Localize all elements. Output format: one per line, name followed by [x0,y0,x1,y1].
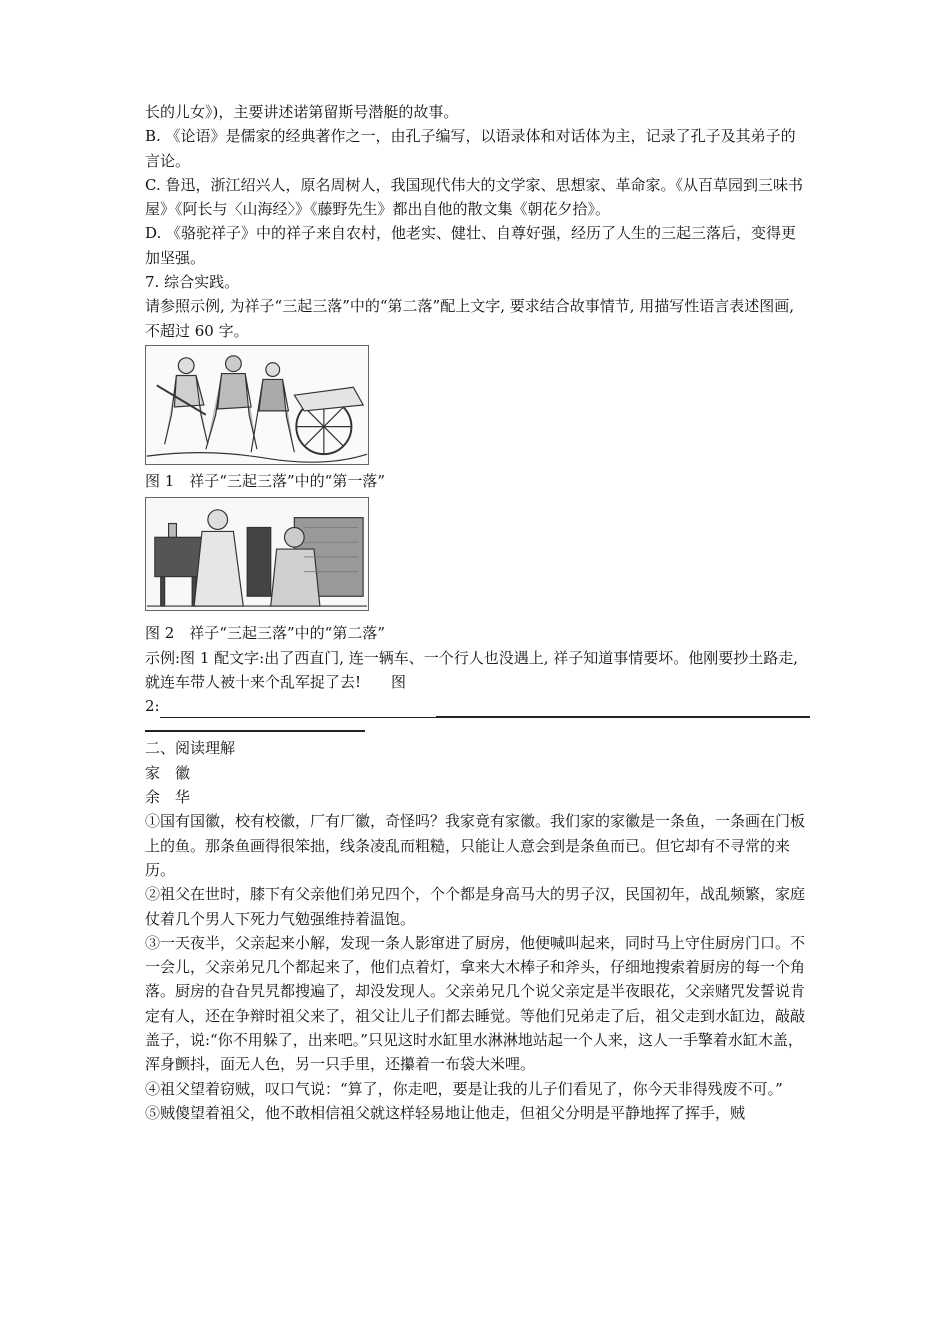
option-a-tail: 长的儿女》)，主要讲述诺第留斯号潜艇的故事。 [145,103,459,121]
reading-section-title: 二、阅读理解 [145,739,236,758]
option-d: D. 《骆驼祥子》中的祥子来自农村，他老实、健壮、自尊好强，经历了人生的三起三落后，变得更加坚强。 [145,224,797,267]
answer-blank-thick[interactable] [436,699,810,718]
question-7-prompt: 请参照示例, 为祥子“三起三落”中的“第二落”配上文字, 要求结合故事情节, 用描写性语言表述图画, 不超过 60 字。 [145,297,795,340]
answer-label: 2: [145,697,160,716]
article-title: 家 徽 [145,763,191,782]
article-paragraph-4: ④祖父望着窃贼，叹口气说：“算了，你走吧，要是让我的儿子们看见了，你今天非得残废不可。” [145,1079,783,1098]
figure-2-illustration [145,497,369,611]
article-paragraph-1: ①国有国徽，校有校徽，厂有厂徽，奇怪吗？我家竟有家徽。我们家的家徽是一条鱼，一条画在门板上的鱼。那条鱼画得很笨拙，线条凌乱而粗糙，只能让人意会到是条鱼而已。但它却有不寻常的来历。 [145,812,806,879]
figure-1-caption: 图 1 祥子“三起三落”中的“第一落” [145,471,385,490]
officer-room-sketch [146,498,368,610]
option-c: C. 鲁迅，浙江绍兴人，原名周树人，我国现代伟大的文学家、思想家、革命家。《从百草园到三味书屋》《阿长与〈山海经〉》《藤野先生》都出自他的散文集《朝花夕拾》。 [145,175,803,219]
option-b: B. 《论语》是儒家的经典著作之一，由孔子编写，以语录体和对话体为主，记录了孔子及其弟子的言论。 [145,127,796,170]
figure-2-caption: 图 2 祥子“三起三落”中的“第二落” [145,624,385,643]
question-7-heading: 7. 综合实践。 [145,273,240,292]
answer-blank-thin[interactable] [160,700,436,718]
figure-1-illustration [145,345,369,465]
article-paragraph-2: ②祖父在世时，膝下有父亲他们弟兄四个，个个都是身高马大的男子汉，民国初年，战乱频繁，家庭仗着几个男人下死力气勉强维持着温饱。 [145,885,806,928]
article-author: 余 华 [145,788,191,807]
example-text: 示例:图 1 配文字:出了西直门, 连一辆车、一个行人也没遇上, 祥子知道事情要坏。他刚要抄土路走, 就连车带人被十来个乱军捉了去! 图 [145,648,799,691]
article-paragraph-5: ⑤贼傻望着祖父，他不敢相信祖父就这样轻易地让他走，但祖父分明是平静地挥了挥手，贼 [145,1103,746,1122]
document-page [145,100,810,1125]
answer-blank-second-line[interactable] [145,718,365,732]
soldiers-cart-sketch [146,346,368,464]
answer-line[interactable] [145,694,810,718]
article-paragraph-3: ③一天夜半，父亲起来小解，发现一条人影窜进了厨房，他便喊叫起来，同时马上守住厨房门口。不一会儿，父亲弟兄几个都起来了，他们点着灯，拿来大木棒子和斧头，仔细地搜索着厨房的每一个角落。厨房的旮旮旯旯都搜遍了，却没发现人。父亲弟兄几个说父亲定是半夜眼花，父亲赌咒发誓说肯定有人，还在争辩时祖父来了，祖父让儿子们都去睡觉。等他们兄弟走了后，祖父走到水缸边，敲敲盖子，说:“你不用躲了，出来吧。”只见这时水缸里水淋淋地站起一个人来，这人一手擎着水缸木盖，浑身颤抖，面无人色，另一只手里，还攥着一布袋大米哩。 [145,933,806,1074]
